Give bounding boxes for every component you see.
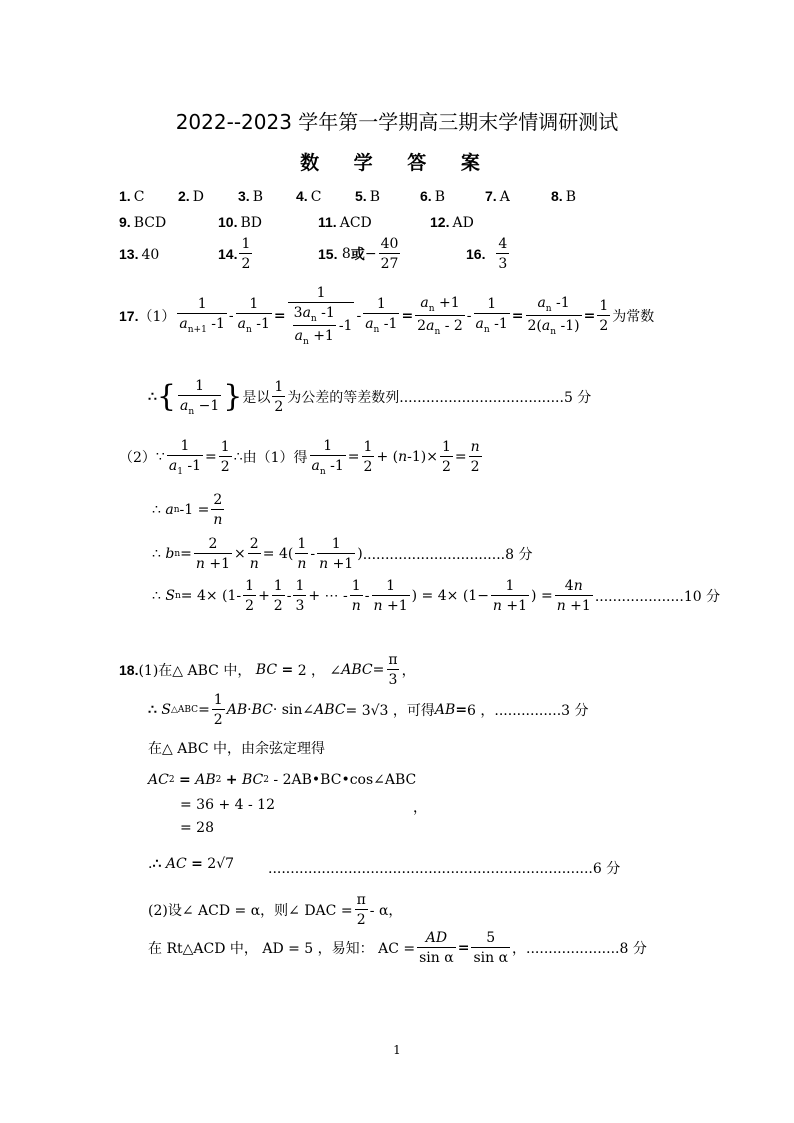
- q18-line3: 在△ ABC 中，由余弦定理得: [148, 741, 326, 757]
- answer-item: 16. $\frac{4}{3}$: [466, 236, 508, 272]
- answer-item: 6. B: [420, 188, 445, 205]
- answer-item: 11. ACD: [318, 214, 372, 231]
- q18-rt: 在 Rt△ACD 中， AD = 5 ，易知： AC = $\frac{AD}{\text{sin α}}$ = $\frac{5}{\text{sin α}}$ ，.....................8 分: [148, 930, 647, 966]
- q18-ac: . ∴ AC = 2√7: [148, 856, 235, 872]
- q17-part1: 17. （1） $\frac{1}{a_{n+1} -1}$ - $\frac{1}{a_n -1}$ = 1 $\frac{3a_n -1}{a_n +1}$ -1 - $\frac{1}{a_n -1}$ = $\frac{a_n +1}{2a_n - 2}$ - $\frac{1}{a_n -1}$ = $\frac{a_n -1}{2(a_n -1)}$ = $\frac{1}{2}$ 为常数: [119, 285, 655, 347]
- answer-item: 2. D: [178, 188, 204, 205]
- q18-comma: ，: [413, 800, 427, 816]
- answer-item: 4. C: [296, 188, 322, 205]
- answer-item: 14. $\frac{1}{2}$: [218, 236, 251, 272]
- page-number: 1: [393, 1043, 401, 1057]
- answer-item: 10. BD: [218, 214, 262, 231]
- q18-cos-3: = 28: [180, 820, 214, 836]
- q18-cos-2: = 36 + 4 - 12: [180, 797, 275, 813]
- page-title: 2022--2023 学年第一学期高三期末学情调研测试: [175, 110, 619, 134]
- q18-part2: (2)设∠ ACD = α，则∠ DAC = $\frac{\pi}{2}$ - α，: [148, 892, 403, 928]
- answer-item: 12. AD: [430, 214, 474, 231]
- q17-conclusion: ∴ { $\frac{1}{a_n -1}$ } 是以 $\frac{1}{2}$ 为公差的等差数列.....................................5 分: [148, 378, 592, 417]
- q18-area: ∴ S △ABC = $\frac{1}{2}$ AB · BC · sin∠ ABC = 3√3 ，可得 AB = 6 ，...............3 分: [148, 692, 589, 728]
- q18-cos-1: AC 2 = AB 2 + BC 2 - 2AB•BC•cos∠ABC: [148, 772, 417, 788]
- q18-ac-score: .........................................................................6 分: [268, 861, 621, 877]
- answer-item: 8. B: [551, 188, 576, 205]
- answer-item: 3. B: [238, 188, 263, 205]
- answer-item: 5. B: [355, 188, 380, 205]
- answer-item: 7. A: [485, 188, 510, 205]
- page-subtitle: 数 学 答 案: [300, 152, 494, 174]
- q17-an: ∴ a n -1 = $\frac{2}{n}$: [152, 492, 223, 528]
- q17-sn: ∴ S n = 4× (1- $\frac{1}{2}$ + $\frac{1}{2}$ - $\frac{1}{3}$ + ⋯ - $\frac{1}{n}$ - $\frac{1}{n +1}$ ) = 4× (1− $\frac{1}{n +1}$ ) = $\frac{4n}{n +1}$ ....................10 分: [152, 578, 721, 614]
- answer-item: 1. C: [119, 188, 145, 205]
- answer-item: 15. 8 或 − $\frac{40}{27}$: [318, 236, 399, 272]
- answer-item: 9. BCD: [119, 214, 167, 231]
- q18-line1: 18. (1)在△ ABC 中， BC = 2 ， ∠ ABC = $\frac{\pi}{3}$ ，: [119, 652, 416, 688]
- q17-bn: ∴ b n = $\frac{2}{n +1}$ × $\frac{2}{n}$ = 4( $\frac{1}{n}$ - $\frac{1}{n +1}$ ) ................................8 分: [152, 536, 533, 572]
- q17-part2: （2） ∵ $\frac{1}{a_1 -1}$ = $\frac{1}{2}$ ∴ 由（1）得 $\frac{1}{a_n -1}$ = $\frac{1}{2}$ + ( n -1)× $\frac{1}{2}$ = $\frac{n}{2}$: [119, 438, 480, 477]
- answer-item: 13. 40: [119, 246, 160, 263]
